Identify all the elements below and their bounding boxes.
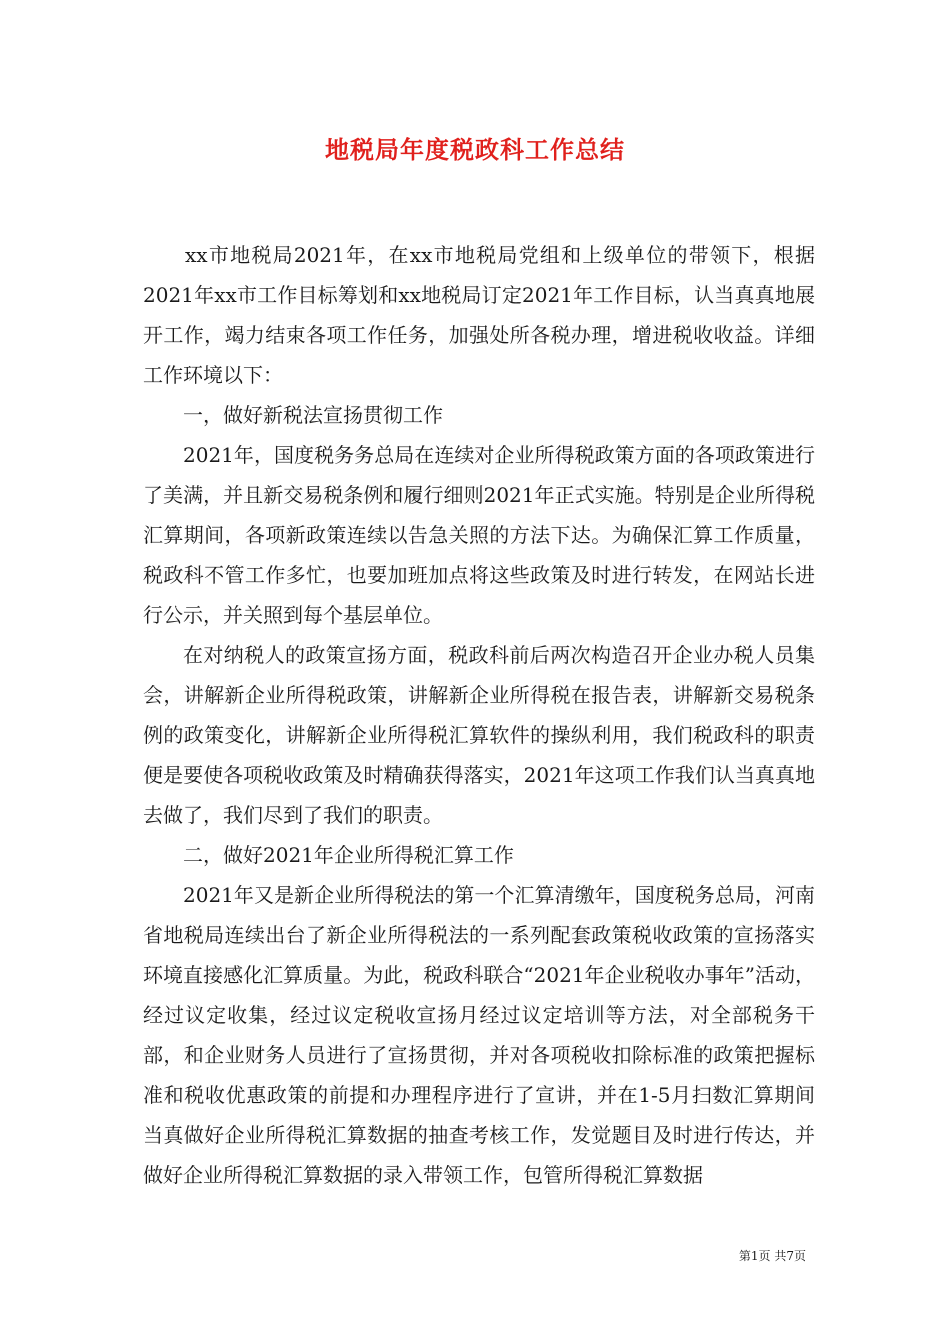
document-title: 地税局年度税政科工作总结 [325,135,625,164]
paragraph-intro: xx市地税局2021年，在xx市地税局党组和上级单位的带领下，根据2021年xx市工作目标筹划和xx地税局订定2021年工作目标，认当真真地展开工作，竭力结束各项工作任务，加强处所各税办理，增进税收收益。详细工作环境以下： [143,243,815,387]
section-heading-2: 二，做好2021年企业所得税汇算工作 [183,843,514,867]
page-number: 第1页 共7页 [738,1249,806,1263]
paragraph-policy-update: 2021年，国度税务务总局在连续对企业所得税政策方面的各项政策进行了美满，并且新交易税条例和履行细则2021年正式实施。特别是企业所得税汇算期间，各项新政策连续以告急关照的方法下达。为确保汇算工作质量，税政科不管工作多忙，也要加班加点将这些政策及时进行转发，在网站长进行公示，并关照到每个基层单位。 [143,443,815,627]
document-body [143,235,815,1195]
section-heading-1: 一，做好新税法宣扬贯彻工作 [183,403,443,427]
paragraph-taxpayer-outreach: 在对纳税人的政策宣扬方面，税政科前后两次构造召开企业办税人员集会，讲解新企业所得税政策，讲解新企业所得税在报告表，讲解新交易税条例的政策变化，讲解新企业所得税汇算软件的操纵利用，我们税政科的职责便是要使各项税收政策及时精确获得落实，2021年这项工作我们认当真真地去做了，我们尽到了我们的职责。 [143,643,815,827]
paragraph-annual-settlement: 2021年又是新企业所得税法的第一个汇算清缴年，国度税务总局，河南省地税局连续出台了新企业所得税法的一系列配套政策税收政策的宣扬落实环境直接感化汇算质量。为此，税政科联合“2021年企业税收办事年”活动，经过议定收集，经过议定税收宣扬月经过议定培训等方法，对全部税务干部，和企业财务人员进行了宣扬贯彻，并对各项税收扣除标准的政策把握标准和税收优惠政策的前提和办理程序进行了宣讲，并在1-5月扫数汇算期间当真做好企业所得税汇算数据的抽查考核工作，发觉题目及时进行传达，并做好企业所得税汇算数据的录入带领工作，包管所得税汇算数据 [143,883,815,1187]
